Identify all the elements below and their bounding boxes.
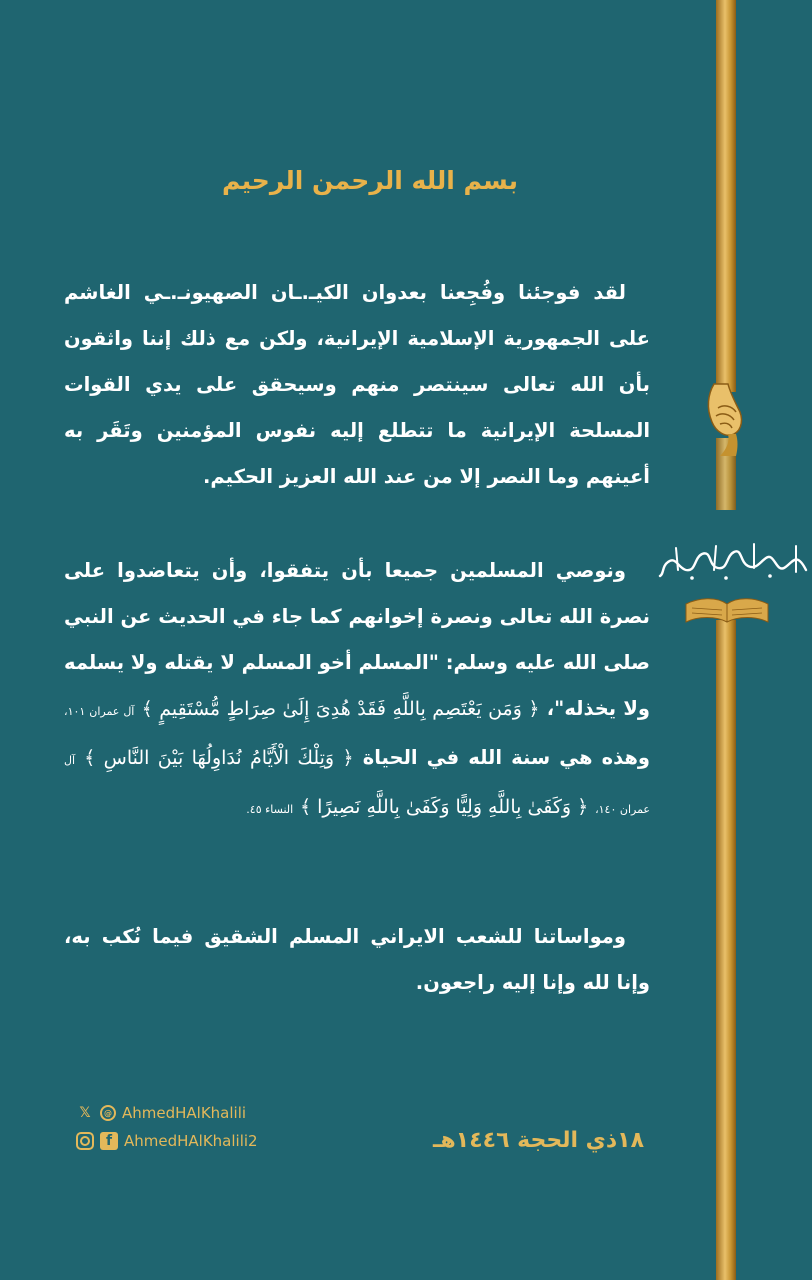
- unity-text-part2: وهذه هي سنة الله في الحياة: [362, 746, 651, 769]
- unity-text-part1: ونوصي المسلمين جميعا بأن يتفقوا، وأن يتعاضدوا على نصرة الله تعالى ونصرة إخوانهم كما جاء في الحديث عن النبي صلى الله عليه وسلم: "المسلم أخو المسلم لا يقتله ولا يسلمه ولا يخذله"،: [64, 559, 650, 720]
- quran-verse-3: ﴿ وَكَفَىٰ بِاللَّهِ وَلِيًّا وَكَفَىٰ بِاللَّهِ نَصِيرًا ﴾: [299, 796, 589, 818]
- social-row-1: [76, 1104, 246, 1122]
- basmala-heading: بسم الله الرحمن الرحيم: [222, 166, 518, 195]
- hijri-date: ١٨ذي الحجة ١٤٤٦هـ: [433, 1128, 644, 1153]
- paragraph-unity: [64, 548, 650, 833]
- social-handle-2[interactable]: AhmedHAlKhalili2: [124, 1132, 258, 1150]
- calligraphy-signature: [656, 540, 812, 584]
- paragraph-aggression-text: لقد فوجئنا وفُجِعنا بعدوان الكيـ.ـان الصهيونـ.ـي الغاشم على الجمهورية الإسلامية الإيرانية، ولكن مع ذلك إننا واثقون بأن الله تعالى سينتصر منهم وسيحقق على يدي القوات المسلحة الإيرانية ما تتطلع إليه نفوس المؤمنين وتَقَر به أعينهم وما النصر إلا من عند الله العزيز الحكيم.: [64, 281, 650, 488]
- paragraph-aggression: [64, 270, 650, 500]
- verse-reference-3: النساء ٤٥.: [246, 803, 294, 816]
- instagram-icon[interactable]: [76, 1132, 94, 1150]
- social-handle-1[interactable]: AhmedHAlKhalili: [122, 1104, 247, 1122]
- open-book-icon: [684, 594, 770, 624]
- verse-reference-2: آل عمران ١٤٠،: [64, 754, 650, 816]
- clasped-hands-icon: [700, 378, 750, 456]
- x-icon[interactable]: 𝕏: [79, 1105, 91, 1121]
- verse-reference-1: آل عمران ١٠١،: [64, 705, 135, 718]
- quran-verse-2: ﴿ وَتِلْكَ الْأَيَّامُ نُدَاوِلُهَا بَيْنَ النَّاسِ ﴾: [84, 747, 354, 769]
- threads-icon[interactable]: @: [100, 1105, 116, 1121]
- paragraph-condolence: [64, 914, 650, 1006]
- facebook-icon[interactable]: f: [100, 1132, 118, 1150]
- social-row-2: [76, 1132, 258, 1150]
- gold-bar-bottom: [716, 620, 736, 1280]
- paragraph-condolence-text: ومواساتنا للشعب الايراني المسلم الشقيق فيما نُكب به، وإنا لله وإنا إليه راجعون.: [64, 925, 650, 994]
- gold-bar-top: [716, 0, 736, 392]
- quran-verse-1: ﴿ وَمَن يَعْتَصِم بِاللَّهِ فَقَدْ هُدِىَ إِلَىٰ صِرَاطٍ مُّسْتَقِيمٍ ﴾: [141, 698, 540, 720]
